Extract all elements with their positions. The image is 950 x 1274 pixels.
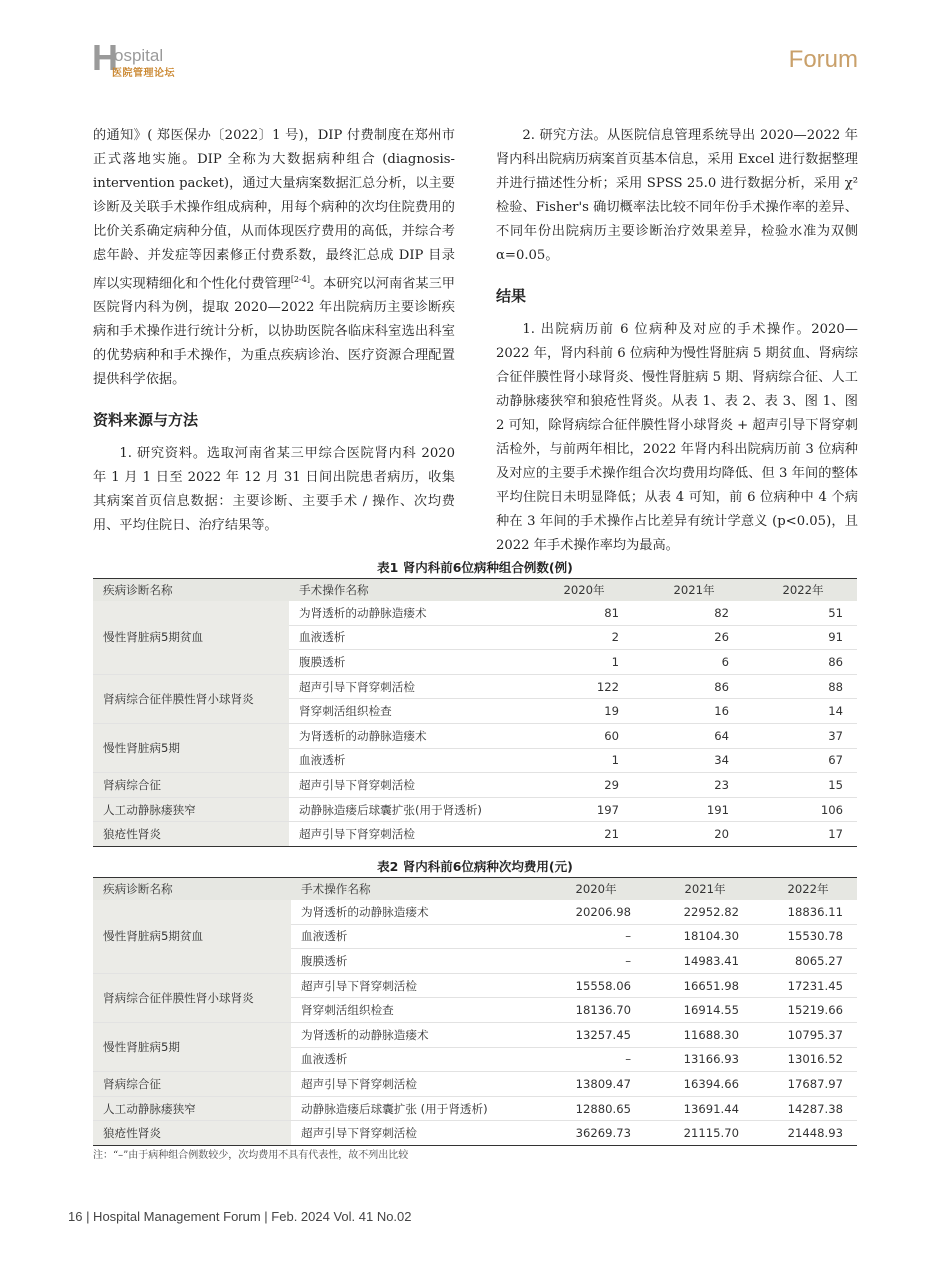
value-cell: 17231.45 — [759, 973, 857, 998]
procedure-cell: 超声引导下肾穿刺活检 — [291, 973, 541, 998]
value-cell: 10795.37 — [759, 1022, 857, 1047]
paragraph-text: 的通知》( 郑医保办〔2022〕1 号)，DIP 付费制度在郑州市正式落地实施。DIP 全称为大数据病种组合 (diagnosis-intervention packet)，通过大量病案数据汇总分析，以主要诊断及关联手术操作组成病种，用每个病种的次均住院费用的比价关系确定病种分值，从而体现医疗费用的高低，并综合考虑年龄、并发症等因素修正付费系数，最终汇总成 DIP 目录库以实现精细化和个性化付费管理 — [93, 128, 455, 292]
procedure-cell: 腹膜透析 — [289, 650, 529, 675]
column-header: 2020年 — [529, 579, 639, 602]
procedure-cell: 动静脉造瘘后球囊扩张 (用于肾透析) — [291, 1096, 541, 1121]
value-cell: 13809.47 — [541, 1072, 651, 1097]
procedure-cell: 血液透析 — [289, 748, 529, 773]
value-cell: 15 — [749, 773, 857, 798]
table-note: 注：“–”由于病种组合例数较少，次均费用不具有代表性，故不列出比较 — [93, 1150, 409, 1161]
value-cell: 16914.55 — [651, 998, 759, 1023]
table1 — [93, 578, 857, 847]
table-row — [93, 797, 857, 822]
value-cell: 16394.66 — [651, 1072, 759, 1097]
procedure-cell: 超声引导下肾穿刺活检 — [289, 822, 529, 847]
value-cell: 64 — [639, 723, 749, 748]
paragraph: 2. 研究方法。从医院信息管理系统导出 2020—2022 年肾内科出院病历病案首页基本信息，采用 Excel 进行数据整理并进行描述性分析；采用 SPSS 25.0 进行数据分析，采用 χ² 检验、Fisher's 确切概率法比较不同年份手术操作率的差异、不同年份出院病历主要诊断治疗效果差异，检验水准为双侧 α=0.05。 — [496, 128, 858, 263]
logo-letter: H — [92, 37, 118, 78]
column-header: 手术操作名称 — [289, 579, 529, 602]
diagnosis-cell: 人工动静脉瘘狭窄 — [93, 1096, 291, 1121]
paragraph — [93, 124, 455, 392]
diagnosis-cell: 肾病综合征伴膜性肾小球肾炎 — [93, 674, 289, 723]
section-heading: 资料来源与方法 — [93, 411, 199, 430]
value-cell: 22952.82 — [651, 900, 759, 924]
value-cell: 14983.41 — [651, 949, 759, 974]
value-cell: 106 — [749, 797, 857, 822]
table-row — [93, 773, 857, 798]
column-header: 2022年 — [749, 579, 857, 602]
value-cell: 11688.30 — [651, 1022, 759, 1047]
citation: [2-4] — [290, 275, 310, 284]
value-cell: 26 — [639, 625, 749, 650]
value-cell: 16651.98 — [651, 973, 759, 998]
value-cell: 60 — [529, 723, 639, 748]
value-cell: 18104.30 — [651, 924, 759, 949]
table2-title: 表2 肾内科前6位病种次均费用(元) — [377, 859, 573, 874]
diagnosis-cell: 慢性肾脏病5期 — [93, 723, 289, 772]
diagnosis-cell: 慢性肾脏病5期贫血 — [93, 900, 291, 973]
value-cell: 23 — [639, 773, 749, 798]
value-cell: 14287.38 — [759, 1096, 857, 1121]
procedure-cell: 血液透析 — [289, 625, 529, 650]
value-cell: 13257.45 — [541, 1022, 651, 1047]
value-cell: 18136.70 — [541, 998, 651, 1023]
paragraph-text: 。本研究以河南省某三甲医院肾内科为例，提取 2020—2022 年出院病历主要诊断疾病和手术操作进行统计分析，以协助医院各临床科室选出科室的优势病种和手术操作，为重点疾病诊治、医疗资源合理配置提供科学依据。 — [93, 276, 455, 388]
value-cell: 82 — [639, 601, 749, 625]
value-cell: 13016.52 — [759, 1047, 857, 1072]
procedure-cell: 为肾透析的动静脉造瘘术 — [291, 1022, 541, 1047]
paragraph: 1. 出院病历前 6 位病种及对应的手术操作。2020—2022 年，肾内科前 6 位病种为慢性肾脏病 5 期贫血、肾病综合征伴膜性肾小球肾炎、慢性肾脏病 5 期、肾病综合征、人工动静脉瘘狭窄和狼疮性肾炎。从表 1、表 2、表 3、图 1、图 2 可知，除肾病综合征伴膜性肾小球肾炎 + 超声引导下肾穿刺活检外，与前两年相比，2022 年肾内科出院病历前 3 位病种及对应的主要手术操作组合次均费用均降低、但 3 年间的整体平均住院日未明显降低；从表 4 可知，前 6 位病种中 4 个病种在 3 年间的手术操作占比差异有统计学意义 (p<0.05)，且 2022 年手术操作率均为最高。 — [496, 322, 858, 553]
value-cell: – — [541, 949, 651, 974]
diagnosis-cell: 肾病综合征 — [93, 1072, 291, 1097]
table1-title: 表1 肾内科前6位病种组合例数(例) — [377, 560, 573, 575]
value-cell: 18836.11 — [759, 900, 857, 924]
value-cell: 15558.06 — [541, 973, 651, 998]
procedure-cell: 血液透析 — [291, 1047, 541, 1072]
column-header: 2021年 — [639, 579, 749, 602]
section-label: Forum — [788, 46, 858, 73]
value-cell: – — [541, 1047, 651, 1072]
diagnosis-cell: 慢性肾脏病5期 — [93, 1022, 291, 1071]
procedure-cell: 为肾透析的动静脉造瘘术 — [289, 601, 529, 625]
table-row — [93, 674, 857, 699]
procedure-cell: 超声引导下肾穿刺活检 — [291, 1121, 541, 1146]
value-cell: 8065.27 — [759, 949, 857, 974]
value-cell: 17687.97 — [759, 1072, 857, 1097]
procedure-cell: 为肾透析的动静脉造瘘术 — [289, 723, 529, 748]
column-header: 2020年 — [541, 878, 651, 901]
value-cell: 12880.65 — [541, 1096, 651, 1121]
value-cell: 91 — [749, 625, 857, 650]
value-cell: 86 — [639, 674, 749, 699]
procedure-cell: 肾穿刺活组织检查 — [291, 998, 541, 1023]
procedure-cell: 腹膜透析 — [291, 949, 541, 974]
value-cell: 20 — [639, 822, 749, 847]
column-header: 2021年 — [651, 878, 759, 901]
value-cell: 67 — [749, 748, 857, 773]
hospital-logo — [92, 37, 202, 80]
right-column — [496, 124, 858, 558]
table-row — [93, 822, 857, 847]
value-cell: 21115.70 — [651, 1121, 759, 1146]
value-cell: 14 — [749, 699, 857, 724]
table-row — [93, 1072, 857, 1097]
diagnosis-cell: 狼疮性肾炎 — [93, 1121, 291, 1146]
value-cell: 37 — [749, 723, 857, 748]
procedure-cell: 肾穿刺活组织检查 — [289, 699, 529, 724]
value-cell: 51 — [749, 601, 857, 625]
value-cell: 122 — [529, 674, 639, 699]
value-cell: 6 — [639, 650, 749, 675]
diagnosis-cell: 慢性肾脏病5期贫血 — [93, 601, 289, 674]
logo-word: ospital — [114, 46, 164, 65]
value-cell: 88 — [749, 674, 857, 699]
column-header: 手术操作名称 — [291, 878, 541, 901]
procedure-cell: 为肾透析的动静脉造瘘术 — [291, 900, 541, 924]
diagnosis-cell: 狼疮性肾炎 — [93, 822, 289, 847]
value-cell: 81 — [529, 601, 639, 625]
left-column — [93, 124, 455, 538]
diagnosis-cell: 人工动静脉瘘狭窄 — [93, 797, 289, 822]
procedure-cell: 超声引导下肾穿刺活检 — [289, 773, 529, 798]
table-row — [93, 723, 857, 748]
value-cell: 21 — [529, 822, 639, 847]
table-header-row — [93, 579, 857, 602]
value-cell: 191 — [639, 797, 749, 822]
value-cell: 21448.93 — [759, 1121, 857, 1146]
value-cell: 17 — [749, 822, 857, 847]
value-cell: 1 — [529, 650, 639, 675]
value-cell: 19 — [529, 699, 639, 724]
procedure-cell: 动静脉造瘘后球囊扩张(用于肾透析) — [289, 797, 529, 822]
table-row — [93, 900, 857, 924]
value-cell: 1 — [529, 748, 639, 773]
table2 — [93, 877, 857, 1146]
value-cell: – — [541, 924, 651, 949]
value-cell: 13691.44 — [651, 1096, 759, 1121]
column-header: 疾病诊断名称 — [93, 579, 289, 602]
procedure-cell: 超声引导下肾穿刺活检 — [291, 1072, 541, 1097]
value-cell: 2 — [529, 625, 639, 650]
value-cell: 16 — [639, 699, 749, 724]
section-heading: 结果 — [496, 287, 527, 305]
procedure-cell: 血液透析 — [291, 924, 541, 949]
value-cell: 20206.98 — [541, 900, 651, 924]
procedure-cell: 超声引导下肾穿刺活检 — [289, 674, 529, 699]
table-header-row — [93, 878, 857, 901]
paragraph: 1. 研究资料。选取河南省某三甲综合医院肾内科 2020 年 1 月 1 日至 2022 年 12 月 31 日间出院患者病历，收集其病案首页信息数据：主要诊断、主要手术 / 操作、次均费用、平均住院日、治疗结果等。 — [93, 446, 455, 534]
value-cell: 29 — [529, 773, 639, 798]
table-row — [93, 1022, 857, 1047]
value-cell: 15219.66 — [759, 998, 857, 1023]
table-row — [93, 973, 857, 998]
page-footer: 16 | Hospital Management Forum | Feb. 2024 Vol. 41 No.02 — [68, 1209, 412, 1224]
diagnosis-cell: 肾病综合征 — [93, 773, 289, 798]
value-cell: 36269.73 — [541, 1121, 651, 1146]
value-cell: 15530.78 — [759, 924, 857, 949]
logo-chinese: 医院管理论坛 — [112, 68, 175, 79]
table-row — [93, 601, 857, 625]
value-cell: 34 — [639, 748, 749, 773]
column-header: 2022年 — [759, 878, 857, 901]
table-row — [93, 1096, 857, 1121]
column-header: 疾病诊断名称 — [93, 878, 291, 901]
table-row — [93, 1121, 857, 1146]
value-cell: 86 — [749, 650, 857, 675]
value-cell: 197 — [529, 797, 639, 822]
value-cell: 13166.93 — [651, 1047, 759, 1072]
diagnosis-cell: 肾病综合征伴膜性肾小球肾炎 — [93, 973, 291, 1022]
